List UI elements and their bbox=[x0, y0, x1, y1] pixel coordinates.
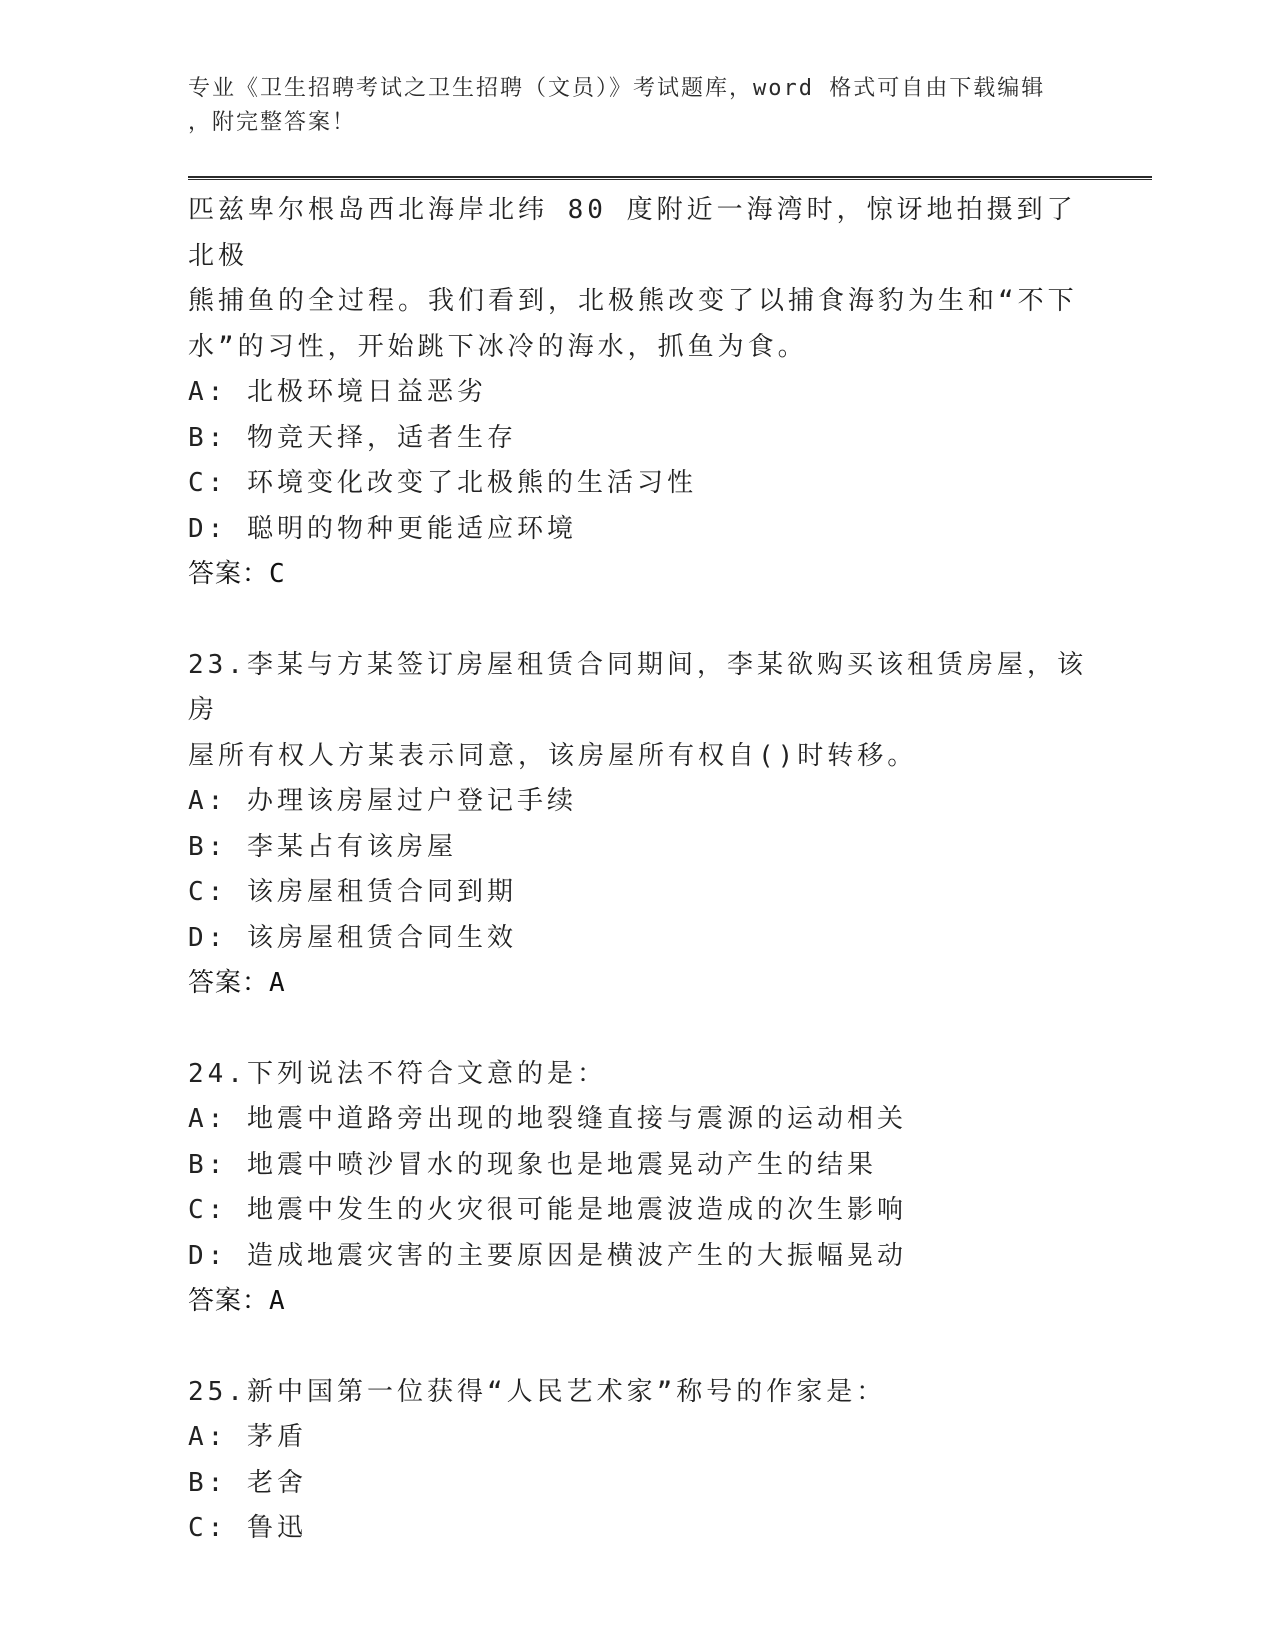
header-line-1: 专业《卫生招聘考试之卫生招聘（文员）》考试题库，word 格式可自由下载编辑 bbox=[188, 76, 1046, 101]
question-stem-line: 25.新中国第一位获得“人民艺术家”称号的作家是： bbox=[188, 1376, 887, 1407]
answer-value: A bbox=[269, 968, 286, 998]
option-c: C: 环境变化改变了北极熊的生活习性 bbox=[188, 468, 697, 498]
option-a: A: 茅盾 bbox=[188, 1422, 307, 1452]
question-block bbox=[188, 1052, 1088, 1325]
question-stem-line: 24.下列说法不符合文意的是： bbox=[188, 1058, 607, 1089]
answer-value: A bbox=[269, 1286, 286, 1316]
question-stem-line: 熊捕鱼的全过程。我们看到，北极熊改变了以捕食海豹为生和“不下 bbox=[188, 286, 1078, 316]
option-d: D: 该房屋租赁合同生效 bbox=[188, 922, 517, 953]
option-c: C: 地震中发生的火灾很可能是地震波造成的次生影响 bbox=[188, 1195, 907, 1225]
option-b: B: 物竞天择，适者生存 bbox=[188, 422, 517, 453]
option-a: A: 办理该房屋过户登记手续 bbox=[188, 786, 577, 816]
question-block bbox=[188, 188, 1088, 598]
answer-line bbox=[188, 1279, 1088, 1325]
answer-line bbox=[188, 961, 1088, 1007]
option-b: B: 老舍 bbox=[188, 1467, 307, 1498]
answer-label: 答案： bbox=[188, 968, 270, 998]
option-a: A: 地震中道路旁出现的地裂缝直接与震源的运动相关 bbox=[188, 1104, 907, 1134]
question-stem-line: 匹兹卑尔根岛西北海岸北纬 80 度附近一海湾时，惊讶地拍摄到了北极 bbox=[188, 195, 1077, 271]
option-b: B: 地震中喷沙冒水的现象也是地震晃动产生的结果 bbox=[188, 1149, 877, 1180]
page-header bbox=[188, 72, 1088, 140]
question-block bbox=[188, 1370, 1088, 1552]
answer-label: 答案： bbox=[188, 1286, 270, 1316]
question-stem-line: 23.李某与方某签订房屋租赁合同期间，李某欲购买该租赁房屋，该房 bbox=[188, 649, 1087, 725]
document-body bbox=[188, 188, 1088, 1552]
question-stem-line: 水”的习性，开始跳下冰冷的海水，抓鱼为食。 bbox=[188, 331, 808, 362]
option-c: C: 该房屋租赁合同到期 bbox=[188, 877, 517, 907]
answer-line bbox=[188, 552, 1088, 598]
question-block bbox=[188, 643, 1088, 1007]
option-a: A: 北极环境日益恶劣 bbox=[188, 377, 487, 407]
question-stem-line: 屋所有权人方某表示同意，该房屋所有权自()时转移。 bbox=[188, 740, 918, 771]
option-d: D: 造成地震灾害的主要原因是横波产生的大振幅晃动 bbox=[188, 1240, 907, 1271]
header-line-2: ，附完整答案！ bbox=[188, 110, 357, 135]
option-c: C: 鲁迅 bbox=[188, 1513, 307, 1543]
header-divider bbox=[188, 176, 1152, 180]
option-d: D: 聪明的物种更能适应环境 bbox=[188, 513, 577, 544]
option-b: B: 李某占有该房屋 bbox=[188, 831, 457, 862]
answer-label: 答案： bbox=[188, 559, 270, 589]
answer-value: C bbox=[269, 559, 286, 589]
